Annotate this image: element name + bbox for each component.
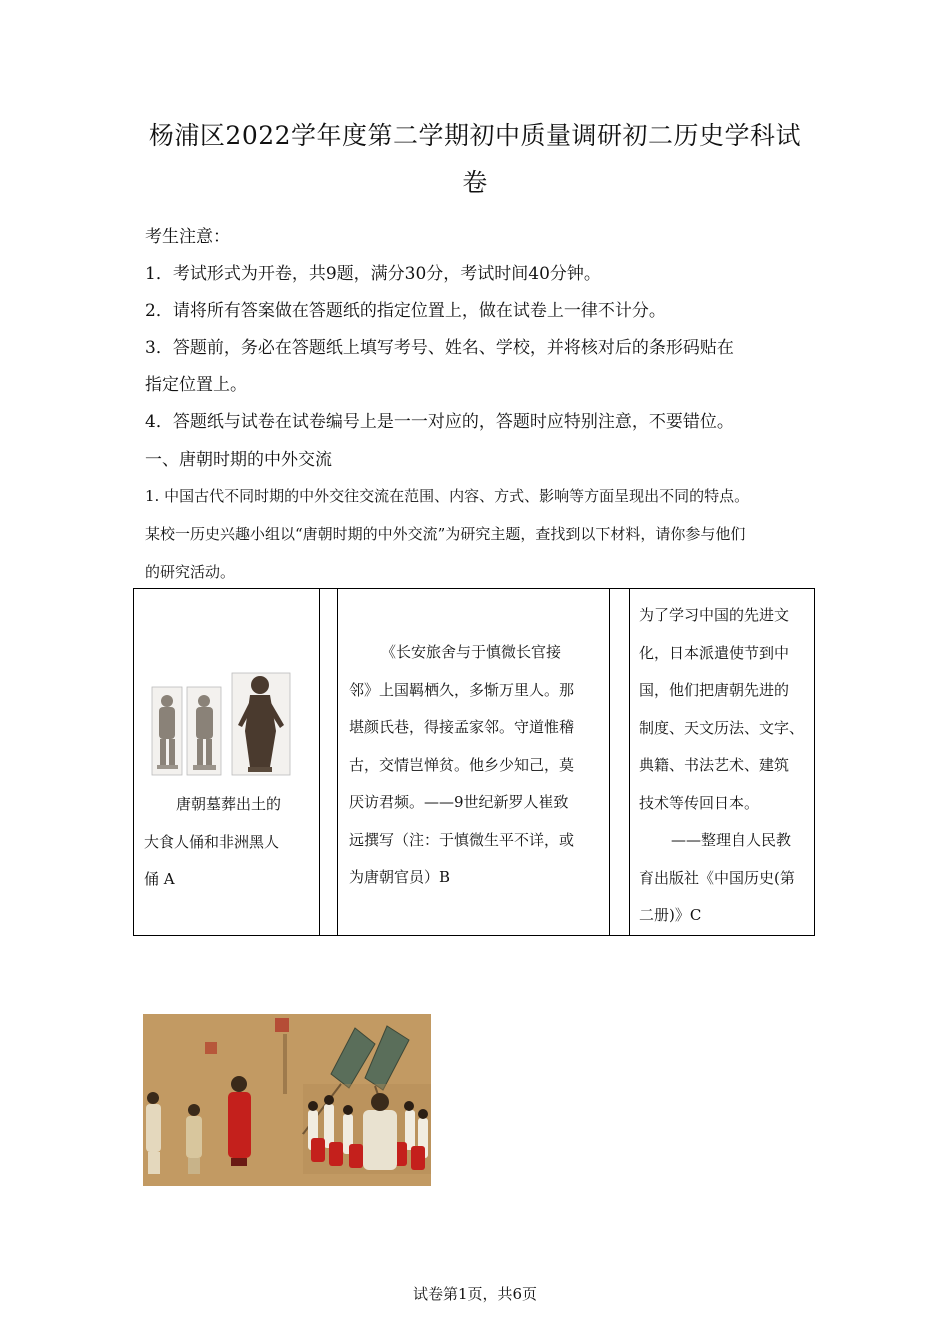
table-divider [609,589,610,935]
notice-item-1: 1．考试形式为开卷，共9题，满分30分，考试时间40分钟。 [145,264,601,284]
exam-title [140,112,810,206]
notice-item-3-line2: 指定位置上。 [145,375,247,395]
table-divider [319,589,320,935]
material-c-line: 化，日本派遣使节到中 [639,643,790,662]
material-a-line: 大食人俑和非洲黑人 [144,832,280,851]
notice-item-2: 2．请将所有答案做在答题纸的指定位置上，做在试卷上一律不计分。 [145,301,666,321]
material-c-line: 育出版社《中国历史(第 [639,868,795,887]
page-footer: 试卷第1页，共6页 [412,1285,538,1303]
material-a-line: 俑 A [144,870,175,888]
figurines-image [150,671,295,777]
material-b-line: 古，交情岂惮贫。他乡少知己，莫 [349,755,575,774]
material-b-line: 为唐朝官员）B [349,868,451,886]
material-c-line: 典籍、书法艺术、建筑 [639,756,790,774]
section-heading: 一、唐朝时期的中外交流 [145,450,332,470]
material-c-line: 二册)》C [639,906,702,924]
notice-heading: 考生注意： [145,227,230,247]
table-divider [337,589,338,935]
exam-title-line2: 卷 [462,168,488,197]
notice-item-3-line1: 3．答题前，务必在答题纸上填写考号、姓名、学校，并将核对后的条形码贴在 [145,338,734,358]
material-c-line: 为了学习中国的先进文 [639,606,790,624]
tang-painting-image [143,1014,431,1186]
material-c-line: ——整理自人民教 [671,831,792,849]
material-b-line: 邻》上国羁栖久，多惭万里人。那 [349,680,575,699]
question-1-line3: 的研究活动。 [145,563,236,581]
material-c-line: 技术等传回日本。 [639,793,760,812]
table-divider [629,589,630,935]
material-b-line: 《长安旅舍与于慎微长官接 [381,643,562,661]
material-a-line: 唐朝墓葬出土的 [176,795,282,813]
material-b-line: 堪颜氏巷，得接孟家邻。守道惟稽 [349,718,575,736]
material-c-text [639,597,811,935]
material-c-line: 制度、天文历法、文字、 [639,718,805,737]
material-c-line: 国，他们把唐朝先进的 [639,681,790,699]
question-1-line2: 某校一历史兴趣小组以“唐朝时期的中外交流”为研究主题，查找到以下材料，请你参与他们 [145,525,746,543]
material-b-line: 远撰写（注：于慎微生平不详，或 [349,830,575,849]
material-b-text [349,634,607,897]
exam-title-line1: 杨浦区2022学年度第二学期初中质量调研初二历史学科试 [148,121,802,150]
question-1-line1: 1. 中国古代不同时期的中外交往交流在范围、内容、方式、影响等方面呈现出不同的特点。 [145,487,750,505]
material-b-line: 厌访君频。——9世纪新罗人崔致 [349,793,569,811]
notice-item-4: 4．答题纸与试卷在试卷编号上是一一对应的，答题时应特别注意，不要错位。 [145,412,734,432]
material-a-caption [144,786,316,899]
